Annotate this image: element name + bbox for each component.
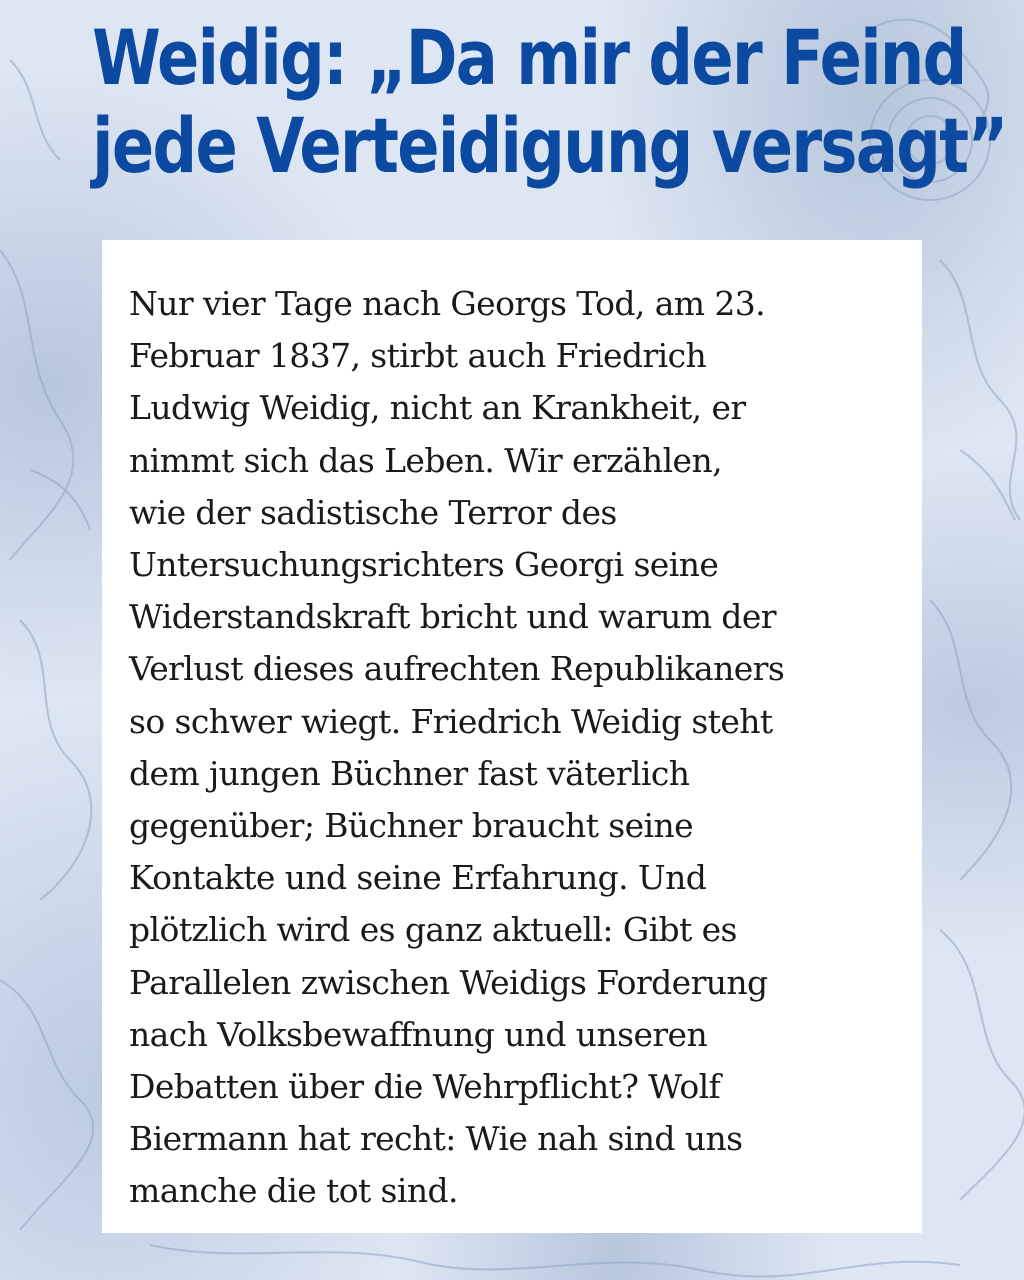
body-line: Ludwig Weidig, nicht an Krankheit, er — [129, 388, 746, 428]
body-paragraph — [129, 278, 902, 1218]
body-line: Biermann hat recht: Wie nah sind uns — [129, 1119, 743, 1159]
body-line: manche die tot sind. — [129, 1171, 458, 1211]
body-line: Nur vier Tage nach Georgs Tod, am 23. — [129, 284, 766, 323]
body-line: so schwer wiegt. Friedrich Weidig steht — [129, 701, 773, 741]
body-line: Februar 1837, stirbt auch Friedrich — [129, 336, 707, 376]
text-card — [102, 240, 922, 1233]
body-line: Widerstandskraft bricht und warum der — [129, 597, 776, 637]
body-line: nach Volksbewaffnung und unseren — [129, 1014, 708, 1054]
body-line: Verlust dieses aufrechten Republikaners — [129, 649, 785, 689]
body-line: Untersuchungsrichters Georgi seine — [129, 545, 719, 585]
title-line-2: jede Verteidigung versagt” — [92, 101, 1007, 190]
body-line: gegenüber; Büchner braucht seine — [129, 806, 694, 846]
body-line: Debatten über die Wehrpflicht? Wolf — [129, 1067, 721, 1107]
body-line: plötzlich wird es ganz aktuell: Gibt es — [129, 910, 737, 950]
body-line: Kontakte und seine Erfahrung. Und — [129, 858, 707, 898]
body-line: Parallelen zwischen Weidigs Forderung — [129, 962, 768, 1002]
title-line-1: Weidig: „Da mir der Feind — [92, 13, 966, 102]
body-line: dem jungen Büchner fast väterlich — [129, 753, 690, 793]
page-title — [92, 13, 1007, 190]
body-line: wie der sadistische Terror des — [129, 492, 617, 532]
body-line: nimmt sich das Leben. Wir erzählen, — [129, 440, 723, 480]
